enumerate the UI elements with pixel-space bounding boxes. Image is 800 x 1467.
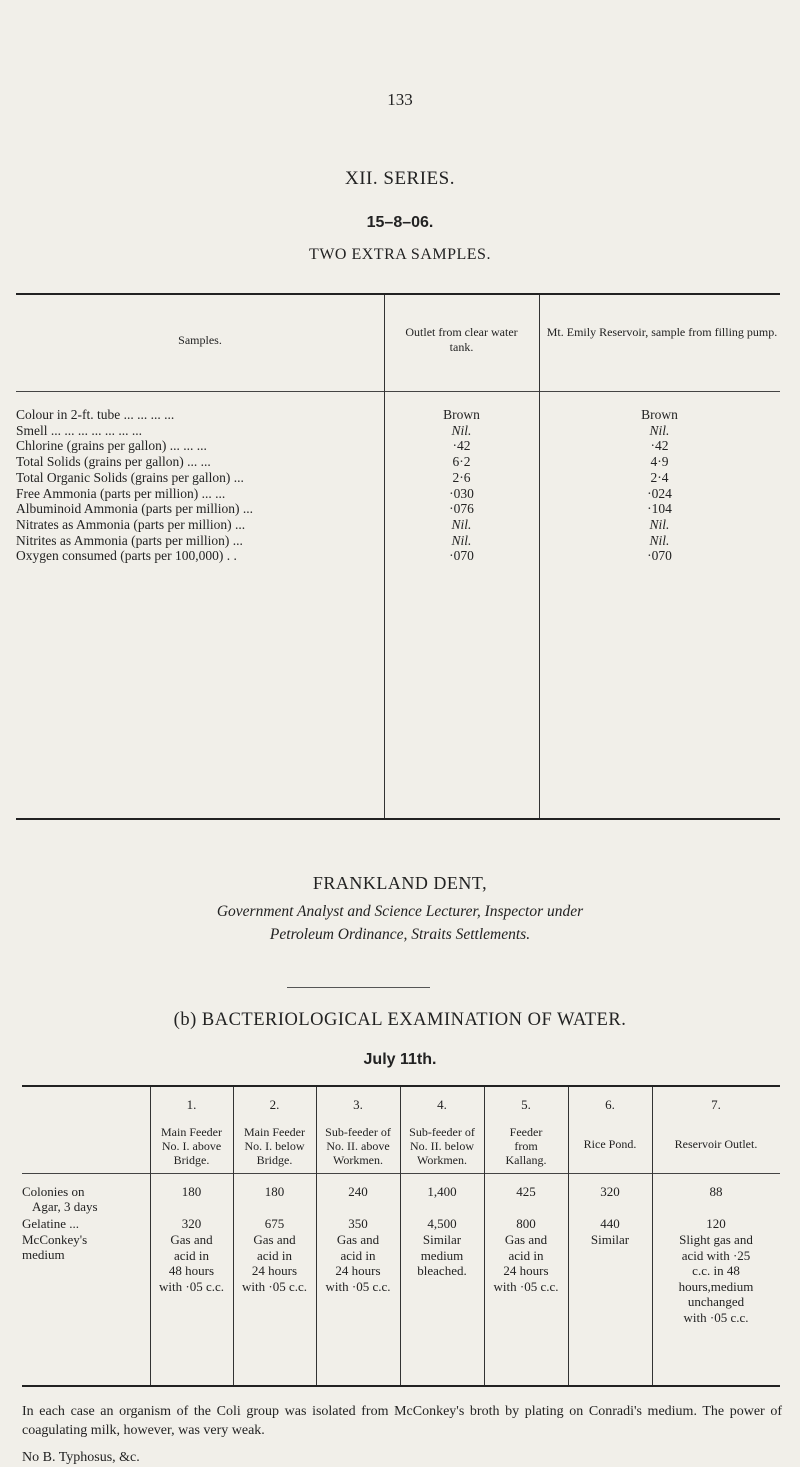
column-number: 5. [521,1097,531,1112]
outlet-value: 2·6 [452,469,471,485]
reservoir-value: ·42 [650,438,669,454]
row-label: Colour in 2-ft. tube ... ... ... ... [16,407,175,422]
author-description-2: Petroleum Ordinance, Straits Settlements. [269,926,531,943]
colonies-value: 320 [600,1184,620,1199]
mcconkey-value: Gas and [336,1232,380,1247]
outlet-value: Nil. [451,532,472,548]
row-label-colonies-2: Agar, 3 days [32,1199,98,1214]
colonies-value: 240 [348,1184,368,1199]
reservoir-value: ·070 [647,548,672,564]
column-number: 7. [711,1097,721,1112]
column-name: Workmen. [332,1153,384,1167]
column-name: Workmen. [416,1153,468,1167]
row-label: Oxygen consumed (parts per 100,000) . . [16,548,237,564]
reservoir-value: ·024 [647,485,672,501]
column-name: No. II. below [410,1139,474,1153]
mcconkey-value: with ·05 c.c. [683,1309,749,1325]
page-number: 133 [387,90,413,109]
mcconkey-value: Slight gas and [679,1232,753,1247]
author-name: FRANKLAND DENT, [312,873,488,893]
row-label: Smell ... ... ... ... ... ... ... [16,422,143,438]
reservoir-value: Nil. [649,422,670,438]
author-description-1: Government Analyst and Science Lecturer, Inspector under [216,903,584,920]
note-paragraph: In each case an organism of the Coli group was isolated from McConkey's broth by plating on Conradi's medium. The power of coagulating milk, however, was very weak. [22,1404,782,1438]
note-last: No B. Typhosus, &c. [22,1450,140,1465]
mcconkey-value: 24 hours [251,1263,298,1278]
gelatine-value: 675 [264,1216,285,1231]
report-date: 15–8–06. [366,214,434,231]
table-top-rule [16,293,780,295]
gelatine-value: 800 [516,1216,536,1231]
series-title: XII. SERIES. [345,168,455,189]
column-name: Bridge. [256,1153,293,1167]
mcconkey-value: medium [420,1247,464,1263]
outlet-value: ·42 [452,438,471,454]
reservoir-value: Nil. [649,532,670,548]
column-name: Kallang. [505,1153,547,1167]
mcconkey-value: Similar [590,1232,630,1247]
row-label: Free Ammonia (parts per million) ... ... [16,485,226,501]
column-number: 3. [353,1097,363,1112]
reservoir-value: Brown [641,407,678,422]
section-divider [287,987,430,988]
mcconkey-value: hours,medium [678,1278,754,1294]
colonies-value: 1,400 [427,1184,457,1199]
row-label-mcconkey: McConkey's [22,1232,88,1247]
mcconkey-value: with ·05 c.c. [325,1278,391,1294]
gelatine-value: 350 [348,1216,368,1231]
mcconkey-value: c.c. in 48 [692,1263,740,1278]
mcconkey-value: with ·05 c.c. [159,1278,224,1294]
column-name: Reservoir Outlet. [674,1137,758,1151]
column-name: No. I. below [244,1139,305,1153]
row-label-mcconkey-2: medium [22,1247,65,1262]
outlet-value: ·076 [449,501,474,517]
row-label-gelatine: Gelatine ... [22,1216,80,1231]
mcconkey-value: acid with ·25 [681,1247,751,1263]
mcconkey-value: Similar [422,1232,462,1247]
mcconkey-value: 24 hours [503,1263,549,1278]
outlet-value: ·070 [449,548,474,564]
colonies-value: 180 [264,1184,285,1199]
mcconkey-value: with ·05 c.c. [493,1278,559,1294]
header-rule [22,1173,780,1174]
row-label: Nitrites as Ammonia (parts per million) ... [16,532,243,548]
colonies-value: 88 [709,1184,723,1199]
gelatine-value: 440 [600,1216,620,1231]
header-reservoir: Mt. Emily Reservoir, sample from filling pump. [546,325,778,339]
column-number: 6. [605,1097,615,1112]
reservoir-value: Nil. [649,516,670,532]
table-top-rule [22,1085,780,1087]
column-number: 4. [437,1097,447,1112]
bacteriological-table [22,1085,780,1387]
gelatine-value: 320 [181,1216,202,1231]
mcconkey-value: bleached. [417,1263,467,1278]
outlet-value: ·030 [449,485,474,501]
mcconkey-value: Gas and [253,1232,296,1247]
outlet-value: Nil. [451,516,472,532]
mcconkey-value: Gas and [504,1232,548,1247]
mcconkey-value: Gas and [170,1232,213,1247]
column-name: Main Feeder [161,1125,222,1139]
row-label: Albuminoid Ammonia (parts per million) ... [16,501,253,517]
reservoir-value: 2·4 [650,469,669,485]
chemical-analysis-table [16,293,780,820]
column-name: Rice Pond. [583,1137,637,1151]
reservoir-value: ·104 [647,501,672,517]
outlet-value: Brown [443,407,480,422]
mcconkey-value: 48 hours [168,1263,215,1278]
outlet-value: 6·2 [452,454,471,470]
bacteriological-title: (b) BACTERIOLOGICAL EXAMINATION OF WATER. [173,1010,627,1030]
outlet-value: Nil. [451,422,472,438]
table-bottom-rule [22,1385,780,1387]
column-name: Bridge. [173,1153,210,1167]
gelatine-value: 4,500 [427,1216,457,1231]
gelatine-value: 120 [706,1216,726,1231]
row-label: Nitrates as Ammonia (parts per million) ... [16,516,246,532]
subtitle: TWO EXTRA SAMPLES. [309,246,491,263]
column-name: No. II. above [326,1139,390,1153]
row-label: Total Organic Solids (grains per gallon) ... [16,469,244,485]
header-rule [16,391,780,392]
column-name: Feeder [509,1125,543,1139]
reservoir-value: 4·9 [650,454,669,470]
mcconkey-value: acid in [256,1247,292,1263]
column-number: 2. [269,1097,280,1112]
mcconkey-value: acid in [340,1247,376,1263]
row-label-colonies: Colonies on [22,1184,85,1199]
column-number: 1. [186,1097,197,1112]
bacteriological-date: July 11th. [363,1051,437,1068]
colonies-value: 180 [181,1184,202,1199]
table-bottom-rule [16,818,780,820]
mcconkey-value: acid in [508,1247,544,1263]
column-name: from [514,1139,538,1153]
row-label: Chlorine (grains per gallon) ... ... ... [16,438,207,454]
header-outlet: Outlet from clear water tank. [405,325,518,354]
colonies-value: 425 [516,1184,536,1199]
mcconkey-value: with ·05 c.c. [242,1278,307,1294]
column-name: Main Feeder [244,1125,305,1139]
mcconkey-value: unchanged [687,1294,745,1309]
header-samples: Samples. [178,333,222,347]
row-label: Total Solids (grains per gallon) ... ... [16,454,211,470]
column-name: No. I. above [161,1139,222,1153]
mcconkey-value: 24 hours [335,1263,381,1278]
mcconkey-value: acid in [173,1247,209,1263]
column-name: Sub-feeder of [325,1125,391,1139]
column-name: Sub-feeder of [409,1125,475,1139]
